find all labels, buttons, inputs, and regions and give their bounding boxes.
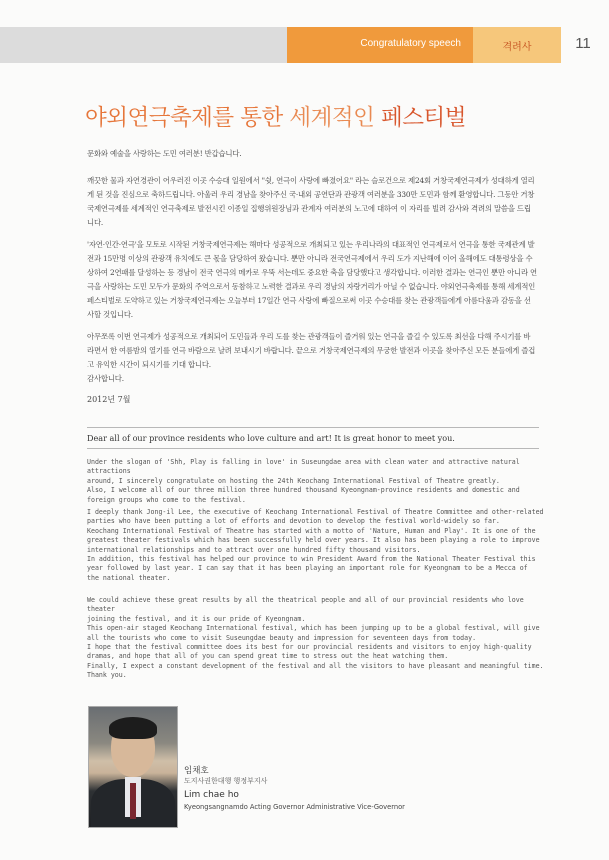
korean-paragraph-3 [87,330,537,386]
portrait-hair [109,717,157,739]
section-label: Congratulatory speech [360,38,461,49]
greeting-text: 문화와 예술을 사랑하는 도민 여러분! 반갑습니다. [87,149,242,158]
english-paragraph-3 [87,596,547,681]
english-line: I hope that the festival committee does its best for our provincial residents and visitors to enjoy high-quality [87,643,532,652]
divider-top [87,427,539,428]
paragraph-text: 깨끗한 물과 자연경관이 어우러진 이곳 수승대 일원에서 "쉿, 연극이 사랑에 빠졌어요" 라는 슬로건으로 제24회 거창국제연극제가 성대하게 열리게 된 것을 진심으로 축하드립니다. 아울러 우리 경남을 찾아주신 국·내외 공연단과 관광객 여러분을 330만 도민과 함께 환영합니다. 그동안 거창국제연극제를 세계적인 연극축제로 발전시킨 이종일 집행위원장님과 관계자 여러분의 노고에 대하여 이 자리를 빌려 감사와 격려의 말씀을 드립니다. [87,176,535,227]
english-line: joining the festival, and it is our pride of Kyeongnam. [87,614,306,623]
english-heading: Dear all of our province residents who love culture and art! It is great honor to meet you. [87,433,455,443]
english-line: dramas, and hope that all of you can spend great time to stress out the heat watching them. [87,652,449,661]
paragraph-text: '자연·인간·연극'을 모토로 시작된 거창국제연극제는 해마다 성공적으로 개최되고 있는 우리나라의 대표적인 연극제로서 연극을 통한 국제관계 발전과 15만명 이상의 관광객 유치에도 큰 몫을 담당하여 왔습니다. 뿐만 아니라 전국연극제에서 우리 도가 지난해에 이어 올해에도 대통령상을 수상하여 2연패를 달성하는 등 경남이 전국 연극의 메카로 우뚝 서는데도 중요한 축을 담당했다고 생각합니다. 이러한 결과는 연극인 뿐만 아니라 연극을 사랑하는 도민 모두가 문화의 주역으로서 동참하고 노력한 결과로 우리 경남의 자랑거리가 아닐 수 없습니다. 야외연극축제를 통해 세계적인 페스티벌로 도약하고 있는 거창국제연극제는 오늘부터 17일간 연극 사랑에 빠질으로써 이곳 수승대를 찾는 관광객들에게 아름다움과 감동을 선사할 것입니다. [87,240,537,319]
english-paragraph-1 [87,458,547,505]
english-line: I deeply thank Jong-il Lee, the executive of Keochang International Festival of Theatre Committee and other-related [87,508,544,516]
header-tab [473,27,561,63]
title-part-1: 야외연극축제를 통한 [85,105,283,131]
signature-name-english: Lim chae ho [184,790,239,800]
english-line: Thank you. [87,671,127,680]
closing-text: 감사합니다. [87,374,124,383]
signature-title-korean: 도지사권한대행 행정부지사 [184,777,268,785]
page-header [0,27,609,63]
korean-paragraph-2 [87,238,537,322]
english-line: year followed by last year. I can say that it has been playing an important role for Kyeongnam to be a Mecca of [87,564,528,573]
signature-title-english: Kyeongsangnamdo Acting Governor Administrative Vice-Governor [184,803,405,811]
header-section-band [287,27,473,63]
divider-bottom [87,448,539,449]
author-portrait [88,706,178,828]
page-number: 11 [575,35,591,52]
english-line: foreign groups who come to the festival. [87,495,246,504]
page-title [85,100,466,132]
english-line: This open-air staged Keochang International festival, which has been jumping up to be a global festival, will give [87,624,540,633]
english-line: the national theater. [87,573,171,582]
title-part-3: 페스티벌 [374,105,466,131]
english-line: parties who have been putting a lot of efforts and devotion to develop the festival world-widely so far. [87,517,500,526]
english-line: international relationships and to attract over one hundred fifty thousand visitors. [87,545,421,554]
english-line: all the tourists who come to visit Suseungdae beauty and impression for seventeen days from today. [87,633,477,642]
tab-label: 격려사 [502,42,532,53]
english-line: Finally, I expect a constant development of the festival and all the visitors to have pleasant and meaningful time. [87,661,544,670]
english-line: Under the slogan of 'Shh, Play is falling in love' in Suseungdae area with clean water and attractive natural attractions [87,458,520,476]
english-paragraph-2 [87,508,547,583]
korean-greeting [87,147,537,161]
portrait-tie [130,783,136,819]
english-line: Also, I welcome all of our three million three hundred thousand Kyeongnam-province residents and domestic and [87,486,520,495]
english-line: around, I sincerely congratulate on hosting the 24th Keochang International Festival of Theatre greatly. [87,476,500,485]
speech-date: 2012년 7월 [87,395,131,404]
header-grey-band [0,27,287,63]
english-line: In addition, this festival has helped our province to win President Award from the National Theater Festival this [87,555,536,564]
english-line: greatest theater festivals which has been successfully held over years. It also has been playing a role to improve [87,536,540,545]
english-line: Keochang International Festival of Theatre has started with a motto of 'Nature, Human and Play'. It is one of the [87,526,536,535]
english-line: We could achieve these great results by all the theatrical people and all of our provincial residents who love theater [87,596,524,614]
paragraph-text: 아무쪼록 이번 연극제가 성공적으로 개최되어 도민들과 우리 도를 찾는 관광객들이 즐거워 있는 연극을 즐길 수 있도록 최선을 다해 주시기를 바라면서 한 여름밤의 열기를 연극 바람으로 날려 보내시기 바랍니다. 끝으로 거창국제연극제의 무궁한 발전과 이곳을 찾아주신 모든 분들에게 즐겁고 유익한 시간이 되시기를 기대 합니다. [87,332,536,369]
title-part-2: 세계적인 [282,105,375,131]
korean-paragraph-1 [87,174,537,230]
signature-name-korean: 임채호 [184,766,209,776]
